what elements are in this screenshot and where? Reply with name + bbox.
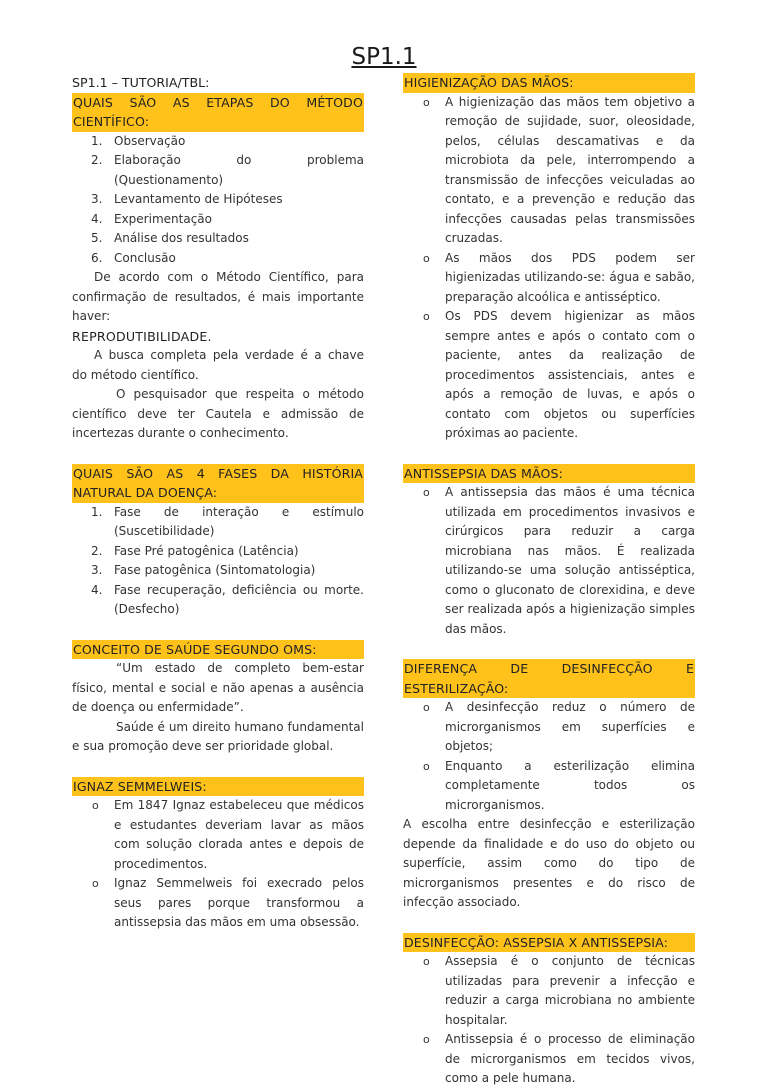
tutoria-label: SP1.1 – TUTORIA/TBL: [72,75,210,90]
assepsia-heading: DESINFECÇÃO: ASSEPSIA X ANTISSEPSIA: [403,933,695,953]
bullet-icon: o [92,799,99,812]
metodo-heading: QUAIS SÃO AS ETAPAS DO MÉTODO CIENTÍFICO: [72,93,364,132]
list-item: 2. Elaboração do problema (Questionamento) [91,153,364,187]
metodo-paragraph-3: O pesquisador que respeita o método científico deve ter Cautela e admissão de incertezas durante o conhecimento. [72,387,364,440]
list-item: o Ignaz Semmelweis foi execrado pelos seus pares porque transformou a antissepsia das mãos em uma obsessão. [92,876,364,929]
list-item: 4. Experimentação [91,211,212,226]
diferenca-heading: DIFERENÇA DE DESINFECÇÃO E ESTERILIZAÇÃO: [403,659,695,698]
list-item: 2. Fase Pré patogênica (Latência) [91,543,299,558]
higienizacao-heading: HIGIENIZAÇÃO DAS MÃOS: [403,73,695,93]
ignaz-list [72,796,364,933]
list-item: o A antissepsia das mãos é uma técnica utilizada em procedimentos invasivos e cirúrgicos para reduzir a carga microbiana nas mãos. É realizada utilizando-se uma solução antisséptica, como o gluconato de clorexidina, e deve ser realizada após a higienização simples das mãos. [423,485,695,636]
fases-heading: QUAIS SÃO AS 4 FASES DA HISTÓRIA NATURAL DA DOENÇA: [72,464,364,503]
ignaz-heading: IGNAZ SEMMELWEIS: [72,777,364,797]
bullet-icon: o [423,759,430,773]
antissepsia-list [403,483,695,639]
list-item: 5. Análise dos resultados [91,231,249,245]
bullet-icon: o [423,955,430,968]
bullet-icon: o [423,95,430,109]
saude-heading: CONCEITO DE SAÚDE SEGUNDO OMS: [72,640,364,660]
list-item: o Enquanto a esterilização elimina completamente todos os microrganismos. [423,758,695,812]
bullet-icon: o [423,701,430,714]
list-item: 4. Fase recuperação, deficiência ou morte. (Desfecho) [91,582,364,616]
metodo-steps-list [72,132,364,269]
list-item: o A higienização das mãos tem objetivo a remoção de sujidade, suor, oleosidade, pelos, células descamativas e da microbiota da pele, interrompendo a transmissão de infecções veiculadas ao contato, e a prevenção e redução das infecções causadas pelas transmissões cruzadas. [423,94,695,245]
metodo-reprodutibilidade: REPRODUTIBILIDADE. [72,328,212,344]
left-column [72,73,364,933]
list-item: o As mãos dos PDS podem ser higienizadas utilizando-se: água e sabão, preparação alcoólica e antisséptico. [423,250,695,304]
right-column [403,73,695,1089]
bullet-icon: o [423,1033,430,1046]
diferenca-list [403,698,695,815]
saude-paragraph-2: Saúde é um direito humano fundamental e sua promoção deve ser prioridade global. [72,719,364,753]
list-item: 3. Fase patogênica (Sintomatologia) [91,563,316,577]
document-title: SP1.1 [351,44,417,70]
list-item: 3. Levantamento de Hipóteses [91,192,283,206]
list-item: 1. Observação [91,133,186,148]
bullet-icon: o [423,310,430,323]
higienizacao-list [403,93,695,444]
list-item: 1. Fase de interação e estímulo (Suscetibilidade) [91,504,364,538]
diferenca-paragraph: A escolha entre desinfecção e esterilização depende da finalidade e do uso do objeto ou superfície, assim como do tipo de microrganismos presentes e do risco de infecção associado. [403,817,695,909]
antissepsia-heading: ANTISSEPSIA DAS MÃOS: [403,464,695,484]
list-item: o Assepsia é o conjunto de técnicas utilizadas para prevenir a infecção e reduzir a carga microbiana no ambiente hospitalar. [423,954,695,1027]
list-item: o A desinfecção reduz o número de microrganismos em superfícies e objetos; [423,700,695,753]
list-item: o Os PDS devem higienizar as mãos sempre antes e após o contato com o paciente, antes da realização de procedimentos assistenciais, antes e após a remoção de luvas, e após o contato com objetos ou superfícies próximas ao paciente. [423,309,695,440]
fases-list [72,503,364,620]
saude-paragraph-1: “Um estado de completo bem-estar físico, mental e social e não apenas a ausência de doença ou enfermidade”. [72,661,364,714]
bullet-icon: o [423,486,430,499]
bullet-icon: o [92,877,99,890]
list-item: 6. Conclusão [91,250,176,265]
metodo-paragraph-2: A busca completa pela verdade é a chave do método científico. [72,348,364,382]
list-item: o Em 1847 Ignaz estabeleceu que médicos e estudantes deveriam lavar as mãos com solução clorada antes e depois de procedimentos. [92,798,364,871]
assepsia-list [403,952,695,1089]
list-item: o Antissepsia é o processo de eliminação de microrganismos em tecidos vivos, como a pele humana. [423,1032,695,1085]
bullet-icon: o [423,251,430,265]
metodo-paragraph-1: De acordo com o Método Científico, para confirmação de resultados, é mais importante haver: [72,270,364,323]
